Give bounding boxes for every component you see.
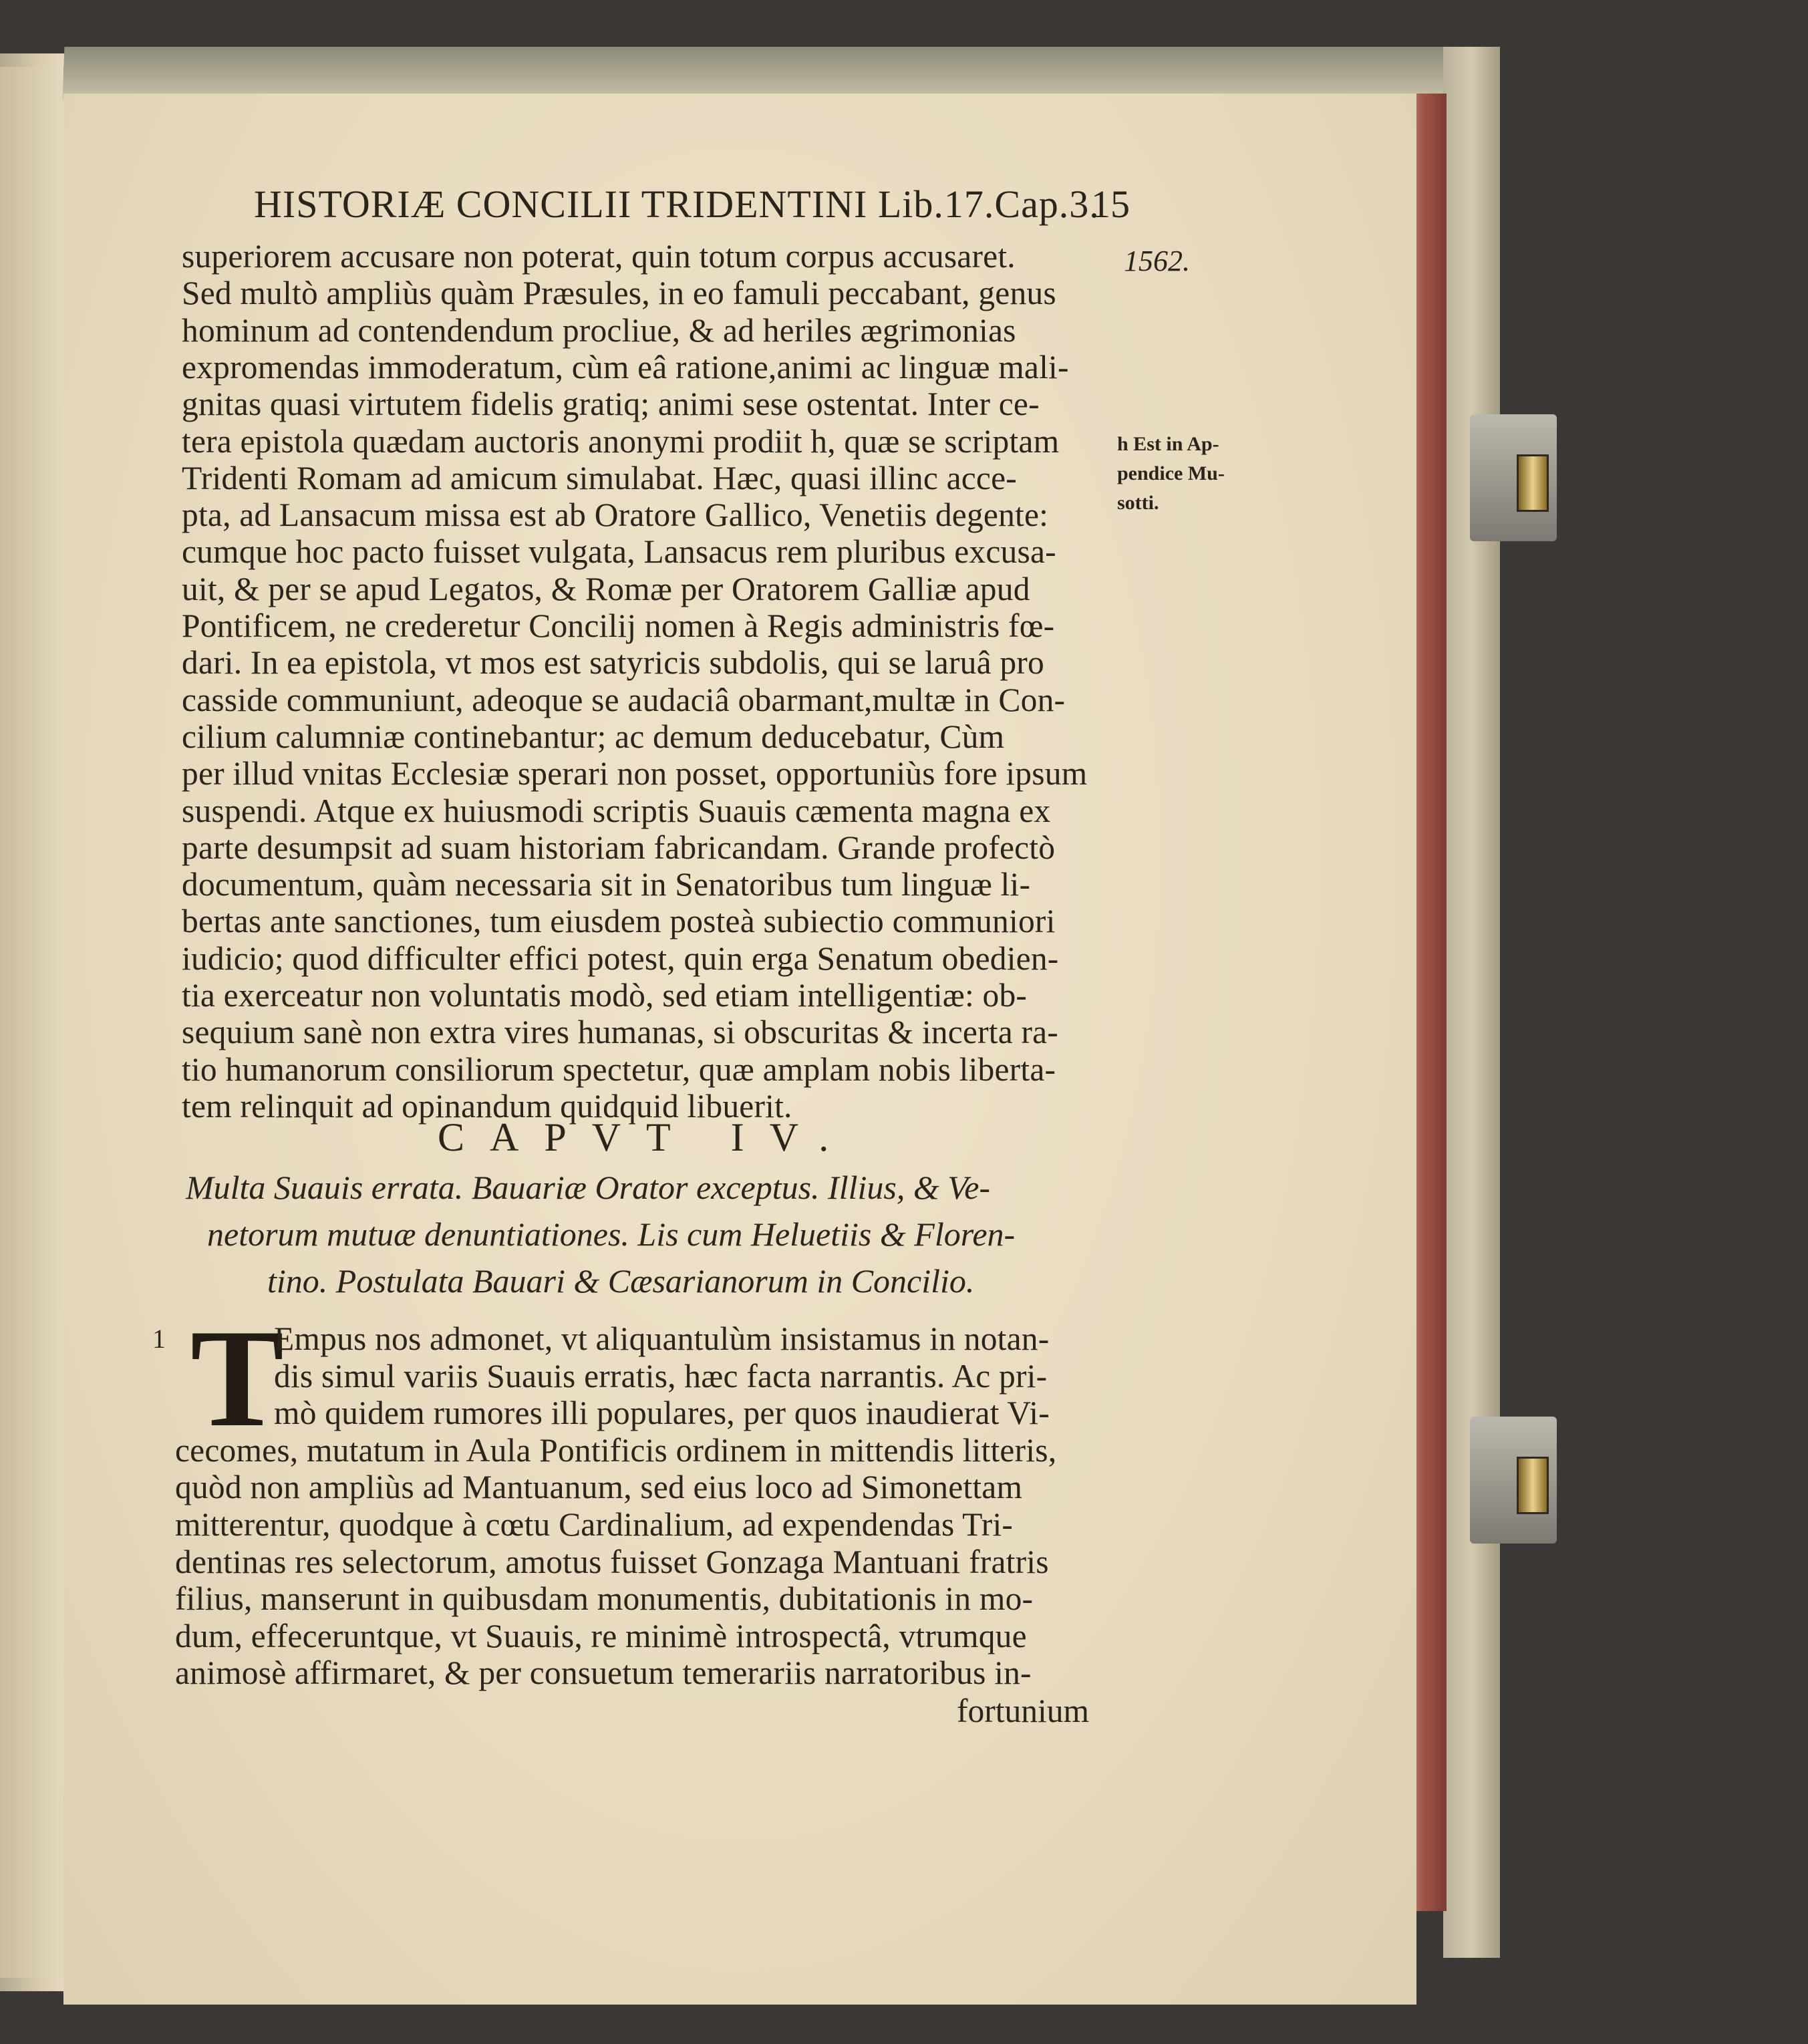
chapter-text-line: filius, manserunt in quibusdam monumentis, dubitationis in mo- (175, 1580, 1034, 1618)
top-board (63, 47, 1471, 100)
chapter-text-line: quòd non ampliùs ad Mantuanum, sed eius loco ad Simonettam (175, 1469, 1023, 1506)
body-line: per illud vnitas Ecclesiæ sperari non posset, opportuniùs fore ipsum (182, 755, 1088, 792)
body-line: sequium sanè non extra vires humanas, si obscuritas & incerta ra- (182, 1014, 1058, 1051)
body-line: tem relinquit ad opinandum quidquid libuerit. (182, 1087, 792, 1125)
chapter-text-line: Empus nos admonet, vt aliquantulùm insistamus in notan- (274, 1320, 1050, 1357)
body-line: gnitas quasi virtutem fidelis gratiq; animi sese ostentat. Inter ce- (182, 386, 1040, 423)
margin-note-line: pendice Mu- (1117, 462, 1225, 484)
body-line: expromendas immoderatum, cùm eâ ratione,animi ac linguæ mali- (182, 348, 1069, 386)
paragraph-number: 1 (152, 1324, 166, 1354)
chapter-text-line: mitterentur, quodque à cœtu Cardinalium, ad expendendas Tri- (175, 1506, 1014, 1543)
chapter-summary-line: tino. Postulata Bauari & Cæsarianorum in Concilio. (267, 1262, 975, 1300)
chapter-summary-line: netorum mutuæ denuntiationes. Lis cum Heluetiis & Floren- (207, 1215, 1016, 1253)
body-line: superiorem accusare non poterat, quin totum corpus accusaret. (182, 238, 1016, 275)
left-page-edge (0, 67, 65, 1978)
body-line: cilium calumniæ continebantur; ac demum deducebatur, Cùm (182, 718, 1005, 755)
chapter-text-line: cecomes, mutatum in Aula Pontificis ordinem in mittendis litteris, (175, 1431, 1057, 1469)
margin-year: 1562. (1124, 245, 1190, 277)
body-line: Sed multò ampliùs quàm Præsules, in eo famuli peccabant, genus (182, 275, 1056, 312)
chapter-text-line: mò quidem rumores illi populares, per quos inaudierat Vi- (274, 1395, 1050, 1432)
chapter-text-line: animosè affirmaret, & per consuetum temerariis narratoribus in- (175, 1654, 1032, 1692)
body-line: uit, & per se apud Legatos, & Romæ per Oratorem Galliæ apud (182, 570, 1030, 607)
body-line: documentum, quàm necessaria sit in Senatoribus tum linguæ li- (182, 866, 1031, 903)
chapter-text-line: dentinas res selectorum, amotus fuisset Gonzaga Mantuani fratris (175, 1543, 1049, 1580)
body-line: iudicio; quod difficulter effici potest, quin erga Senatum obedien- (182, 939, 1059, 977)
body-line: suspendi. Atque ex huiusmodi scriptis Suauis cæmenta magna ex (182, 792, 1051, 829)
body-line: casside communiunt, adeoque se audaciâ obarmant,multæ in Con- (182, 681, 1066, 718)
body-line: parte desumpsit ad suam historiam fabricandam. Grande profectò (182, 829, 1056, 866)
body-line: Pontificem, ne crederetur Concilij nomen à Regis administris fœ- (182, 607, 1055, 644)
body-line: cumque hoc pacto fuisset vulgata, Lansacus rem pluribus excusa- (182, 533, 1056, 571)
body-line: pta, ad Lansacum missa est ab Oratore Gallico, Venetiis degente: (182, 496, 1049, 534)
drop-cap: T (190, 1301, 285, 1456)
page-number: 15 (1091, 182, 1130, 226)
margin-note-line: sotti. (1117, 492, 1159, 514)
chapter-summary-line: Multa Suauis errata. Bauariæ Orator exceptus. Illius, & Ve- (186, 1169, 991, 1206)
body-line: bertas ante sanctiones, tum eiusdem posteà subiectio communiori (182, 903, 1056, 940)
upper-clasp-icon (1470, 414, 1557, 541)
right-board (1443, 47, 1500, 1958)
catchword: fortunium (957, 1693, 1089, 1729)
body-line: tio humanorum consiliorum spectetur, quæ amplam nobis liberta- (182, 1050, 1056, 1088)
running-title: HISTORIÆ CONCILII TRIDENTINI Lib.17.Cap.3. (254, 182, 1100, 226)
body-line: hominum ad contendendum procliue, & ad heriles ægrimonias (182, 311, 1016, 349)
margin-note-line: h Est in Ap- (1117, 433, 1219, 455)
chapter-text-line: dis simul variis Suauis erratis, hæc facta narrantis. Ac pri- (274, 1357, 1048, 1395)
body-line: tia exerceatur non voluntatis modò, sed etiam intelligentiæ: ob- (182, 977, 1028, 1014)
chapter-title: CAPVT IV. (438, 1115, 855, 1159)
lower-clasp-icon (1470, 1417, 1557, 1544)
chapter-text-line: dum, effeceruntque, vt Suauis, re minimè introspectâ, vtrumque (175, 1617, 1027, 1654)
body-line: tera epistola quædam auctoris anonymi prodiit h, quæ se scriptam (182, 422, 1060, 460)
body-line: dari. In ea epistola, vt mos est satyricis subdolis, qui se laruâ pro (182, 644, 1044, 682)
body-line: Tridenti Romam ad amicum simulabat. Hæc, quasi illinc acce- (182, 459, 1017, 496)
